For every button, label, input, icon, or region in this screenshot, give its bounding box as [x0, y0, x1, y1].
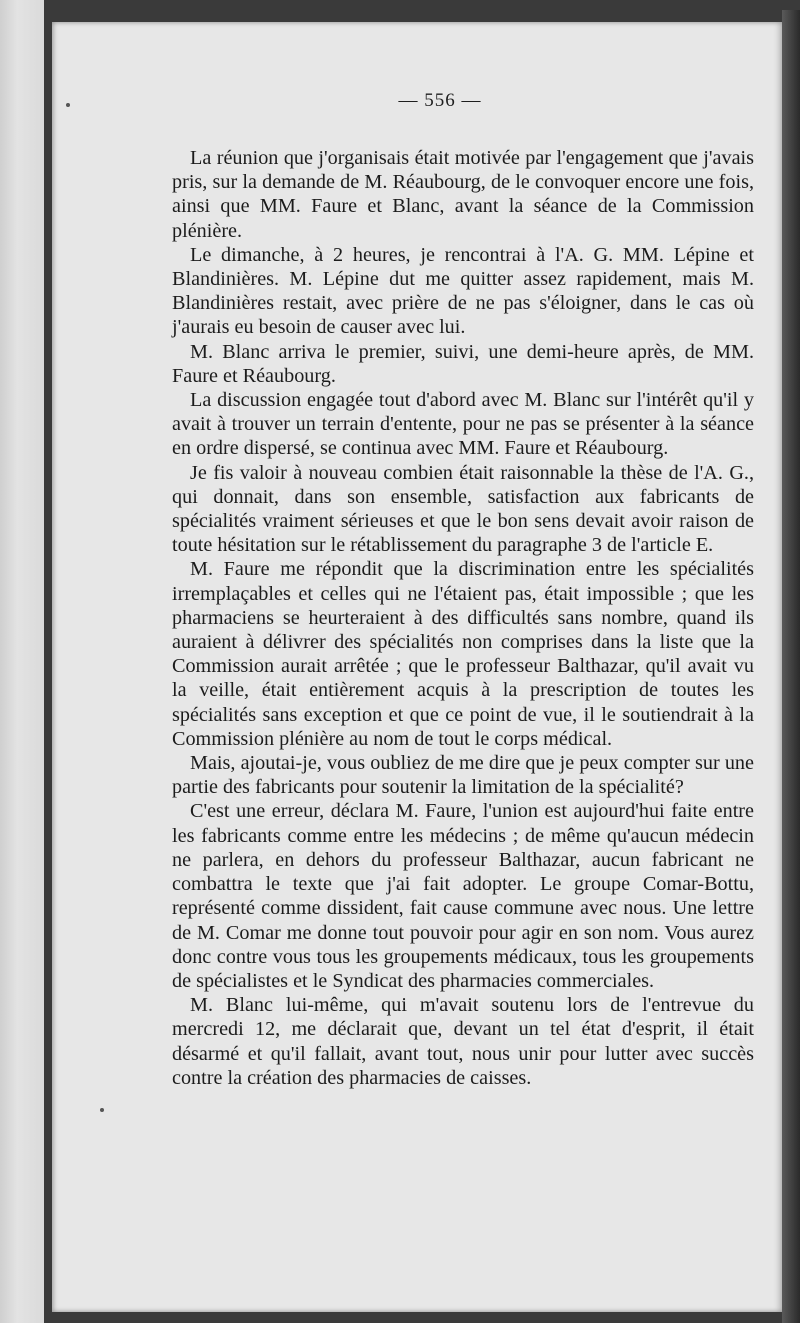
book-binding-edge	[782, 10, 800, 1323]
paragraph: M. Blanc lui-même, qui m'avait soutenu lors de l'entrevue du mercredi 12, me déclarait que, devant un tel état d'esprit, il était désarmé et qu'il fallait, avant tout, nous unir pour lutter avec succès contre la création des pharmacies de caisses.	[172, 994, 754, 1089]
ink-speck	[66, 103, 70, 107]
paragraph: C'est une erreur, déclara M. Faure, l'union est aujourd'hui faite entre les fabricants comme entre les médecins ; de même qu'aucun médecin ne parlera, en dehors du professeur Balthazar, aucun fabricant ne combattra le texte que j'ai fait adopter. Le groupe Comar-Bottu, représenté comme dissident, fait cause commune avec nous. Une lettre de M. Comar me donne tout pouvoir pour agir en son nom. Vous aurez donc contre vous tous les groupements médicaux, tous les groupements de spécialistes et le Syndicat des pharmacies commerciales.	[172, 800, 754, 992]
paragraph: Le dimanche, à 2 heures, je rencontrai à l'A. G. MM. Lépine et Blandinières. M. Lépine dut me quitter assez rapidement, mais M. Blandinières restait, avec prière de ne pas s'éloigner, dans le cas où j'aurais eu besoin de causer avec lui.	[172, 243, 754, 339]
page-number: — 556 —	[398, 90, 482, 111]
ink-speck	[100, 1108, 104, 1112]
paragraph: La réunion que j'organisais était motivée par l'engagement que j'avais pris, sur la demande de M. Réaubourg, de le convoquer encore une fois, ainsi que MM. Faure et Blanc, avant la séance de la Commission plénière.	[172, 147, 754, 242]
paragraph: Mais, ajoutai-je, vous oubliez de me dire que je peux compter sur une partie des fabricants pour soutenir la limitation de la spécialité?	[172, 752, 754, 799]
paragraph: M. Faure me répondit que la discrimination entre les spécialités irremplaçables et celles qui ne l'étaient pas, était impossible ; que les pharmaciens se heurteraient à des difficultés sans nombre, quand ils auraient à délivrer des spécialités non comprises dans la liste que la Commission aurait arrêtée ; que le professeur Balthazar, qu'il avait vu la veille, était entièrement acquis à la prescription de toutes les spécialités sans exception et que ce point de vue, il le soutiendrait à la Commission plénière au nom de tout le corps médical.	[172, 558, 754, 750]
paragraph: Je fis valoir à nouveau combien était raisonnable la thèse de l'A. G., qui donnait, dans son ensemble, satisfaction aux fabricants de spécialités vraiment sérieuses et que le bon sens devait avoir raison de toute hésitation sur le rétablissement du paragraphe 3 de l'article E.	[172, 461, 754, 557]
paragraph: La discussion engagée tout d'abord avec M. Blanc sur l'intérêt qu'il y avait à trouver un terrain d'entente, pour ne pas se présenter à la séance en ordre dispersé, se continua avec MM. Faure et Réaubourg.	[172, 389, 754, 460]
body-text	[172, 146, 754, 1090]
scan-left-margin	[0, 0, 44, 1323]
paragraph: M. Blanc arriva le premier, suivi, une demi-heure après, de MM. Faure et Réaubourg.	[172, 340, 754, 387]
